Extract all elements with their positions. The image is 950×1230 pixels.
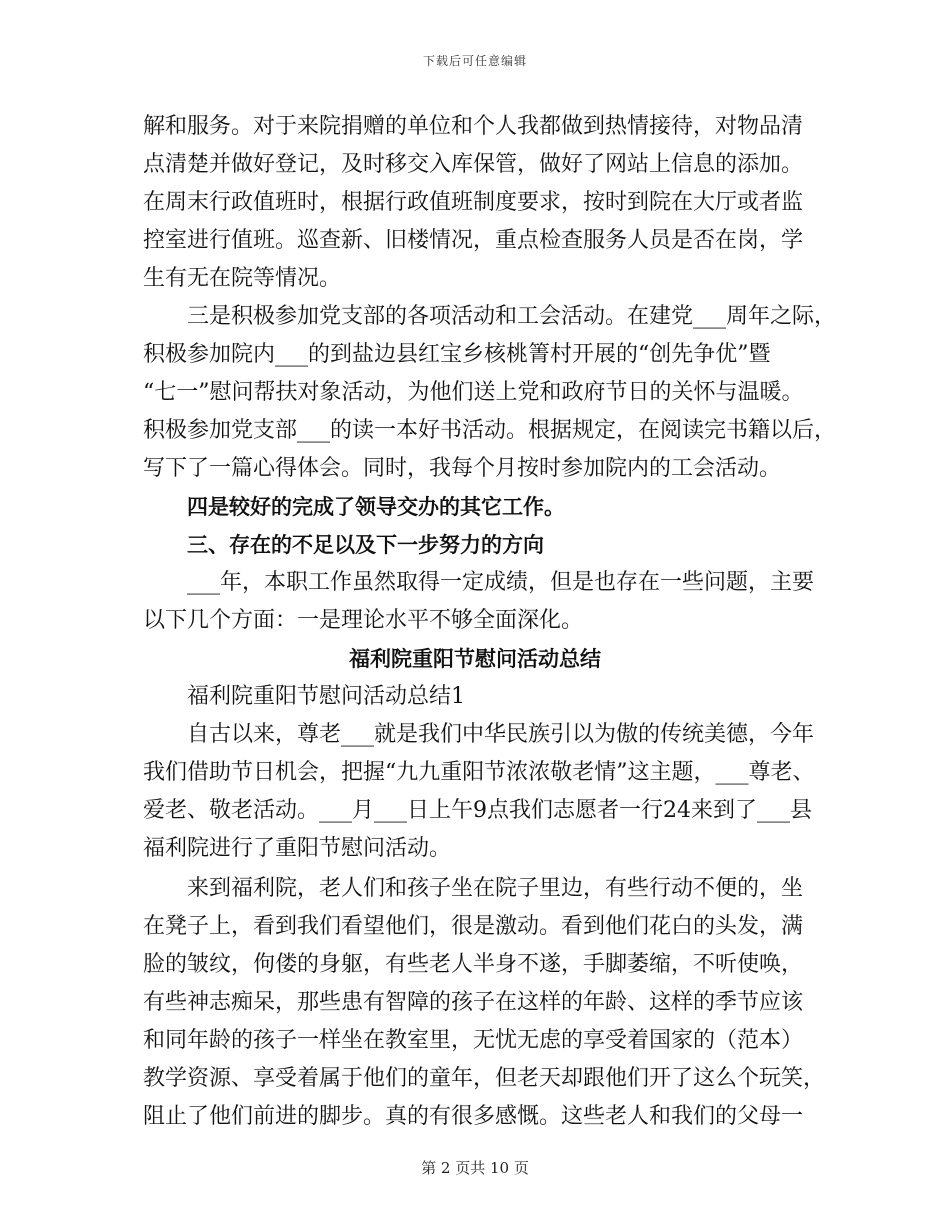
body-line: 福利院进行了重阳节慰问活动。	[143, 836, 452, 861]
body-line: 写下了一篇心得体会。同时，我每个月按时参加院内的工会活动。	[143, 456, 782, 481]
bold-paragraph: 四是较好的完成了领导交办的其它工作。	[187, 495, 565, 519]
body-line: 解和服务。对于来院捐赠的单位和个人我都做到热情接待，对物品清	[143, 114, 804, 139]
subtitle-line: 福利院重阳节慰问活动总结1	[187, 684, 465, 709]
body-line: 在周末行政值班时，根据行政值班制度要求，按时到院在大厅或者监	[143, 190, 804, 215]
body-line: 点清楚并做好登记，及时移交入库保管，做好了网站上信息的添加。	[143, 152, 804, 177]
body-line: 和同年龄的孩子一样坐在教室里，无忧无虑的享受着国家的（范本）	[143, 1028, 804, 1053]
body-line: 积极参加院内___的到盐边县红宝乡核桃箐村开展的“创先争优”暨	[143, 342, 771, 367]
body-line: 爱老、敬老活动。___月___日上午9点我们志愿者一行24来到了___县	[143, 798, 812, 823]
body-line: 阻止了他们前进的脚步。真的有很多感慨。这些老人和我们的父母一	[143, 1104, 804, 1129]
body-line: 以下几个方面：一是理论水平不够全面深化。	[143, 608, 584, 633]
section-heading: 三、存在的不足以及下一步努力的方向	[187, 533, 544, 557]
body-line: 控室进行值班。巡查新、旧楼情况，重点检查服务人员是否在岗，学	[143, 228, 804, 253]
page-header: 下载后可任意编辑	[422, 54, 527, 68]
paragraph-start-line: 来到福利院，老人们和孩子坐在院子里边，有些行动不便的，坐	[187, 876, 804, 901]
body-line: 脸的皱纹，佝偻的身躯，有些老人半身不遂，手脚萎缩，不听使唤，	[143, 952, 804, 977]
body-line: “七一”慰问帮扶对象活动，为他们送上党和政府节日的关怀与温暖。	[143, 380, 804, 405]
paragraph-start-line: 自古以来，尊老___就是我们中华民族引以为傲的传统美德，今年	[187, 722, 815, 747]
paragraph-start-line: ___年，本职工作虽然取得一定成绩，但是也存在一些问题，主要	[187, 570, 815, 595]
page-number-footer: 第 2 页共 10 页	[421, 1159, 529, 1177]
body-line: 在凳子上，看到我们看望他们，很是激动。看到他们花白的头发，满	[143, 914, 804, 939]
body-line: 积极参加党支部___的读一本好书活动。根据规定，在阅读完书籍以后，	[143, 418, 837, 443]
paragraph-start-line: 三是积极参加党支部的各项活动和工会活动。在建党___周年之际，	[187, 304, 837, 329]
body-line: 生有无在院等情况。	[143, 266, 342, 291]
body-line: 有些神志痴呆，那些患有智障的孩子在这样的年龄、这样的季节应该	[143, 990, 804, 1015]
body-line: 教学资源、享受着属于他们的童年，但老天却跟他们开了这么个玩笑，	[143, 1066, 826, 1091]
body-line: 我们借助节日机会，把握“九九重阳节浓浓敬老情”这主题，___尊老、	[143, 760, 815, 785]
document-title: 福利院重阳节慰问活动总结	[349, 647, 601, 671]
